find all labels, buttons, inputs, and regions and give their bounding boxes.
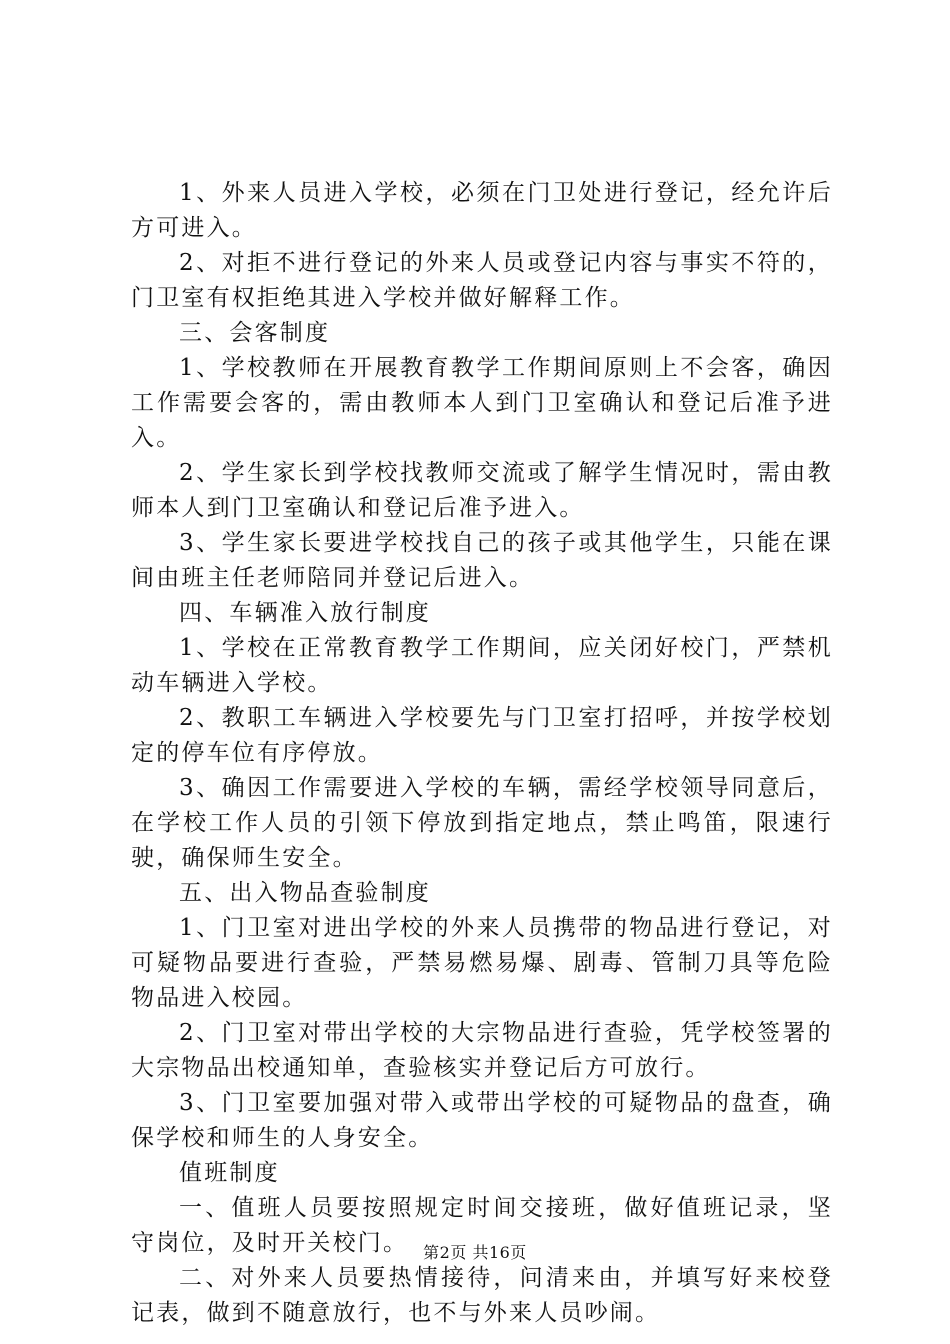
- paragraph-parent-teacher-visit: 2、学生家长到学校找教师交流或了解学生情况时，需由教师本人到门卫室确认和登记后准予进入。: [131, 460, 833, 521]
- paragraph-bulk-goods: 2、门卫室对带出学校的大宗物品进行查验，凭学校签署的大宗物品出校通知单，查验核实并登记后方可放行。: [131, 1020, 833, 1081]
- paragraph-goods-registration: 1、门卫室对进出学校的外来人员携带的物品进行登记，对可疑物品要进行查验，严禁易燃易爆、剧毒、管制刀具等危险物品进入校园。: [131, 915, 833, 1011]
- section-heading-vehicle-policy: 四、车辆准入放行制度: [179, 600, 431, 626]
- section-heading-duty-policy: 值班制度: [179, 1160, 280, 1186]
- paragraph-suspicious-goods: 3、门卫室要加强对带入或带出学校的可疑物品的盘查，确保学校和师生的人身安全。: [131, 1090, 833, 1151]
- section-heading-goods-inspection: 五、出入物品查验制度: [179, 880, 431, 906]
- paragraph-visitor-reception: 二、对外来人员要热情接待，问清来由，并填写好来校登记表，做到不随意放行，也不与外来人员吵闹。: [131, 1265, 833, 1326]
- paragraph-refuse-registration: 2、对拒不进行登记的外来人员或登记内容与事实不符的，门卫室有权拒绝其进入学校并做好解释工作。: [131, 250, 833, 311]
- paragraph-gate-closed: 1、学校在正常教育教学工作期间，应关闭好校门，严禁机动车辆进入学校。: [131, 635, 833, 696]
- document-body: [131, 176, 833, 1331]
- paragraph-work-vehicles: 3、确因工作需要进入学校的车辆，需经学校领导同意后，在学校工作人员的引领下停放到指定地点，禁止鸣笛，限速行驶，确保师生安全。: [131, 775, 833, 871]
- paragraph-staff-vehicles: 2、教职工车辆进入学校要先与门卫室打招呼，并按学校划定的停车位有序停放。: [131, 705, 833, 766]
- paragraph-visitor-registration: 1、外来人员进入学校，必须在门卫处进行登记，经允许后方可进入。: [131, 180, 833, 241]
- section-heading-meeting-policy: 三、会客制度: [179, 320, 331, 346]
- paragraph-parent-student-visit: 3、学生家长要进学校找自己的孩子或其他学生，只能在课间由班主任老师陪同并登记后进入。: [131, 530, 833, 591]
- paragraph-teacher-meeting: 1、学校教师在开展教育教学工作期间原则上不会客，确因工作需要会客的，需由教师本人到门卫室确认和登记后准予进入。: [131, 355, 833, 451]
- paragraph-duty-handover: 一、值班人员要按照规定时间交接班，做好值班记录，坚守岗位，及时开关校门。: [131, 1195, 833, 1256]
- page-number-footer: 第2页 共16页: [423, 1243, 527, 1262]
